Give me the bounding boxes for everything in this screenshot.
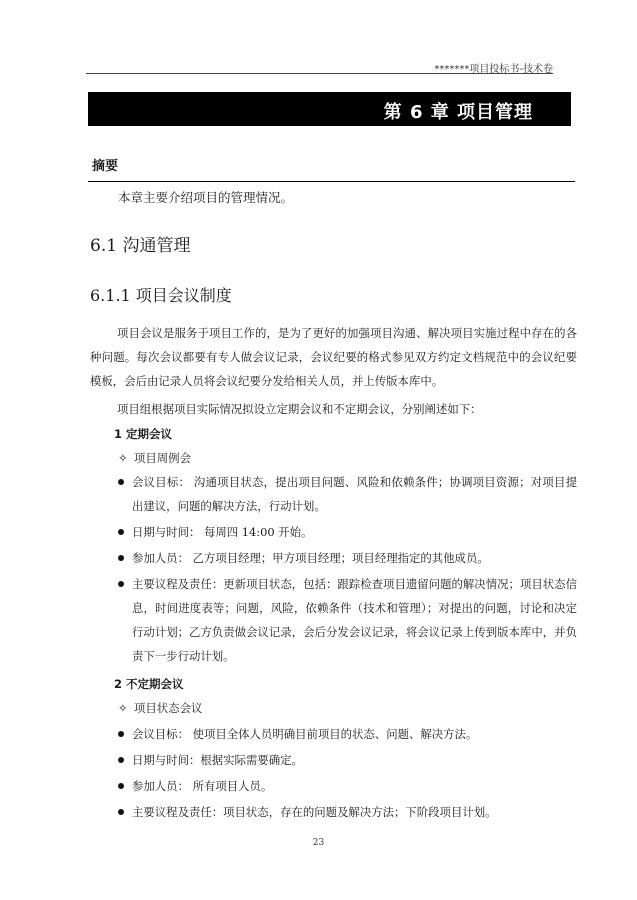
list-item-text: 会议目标： 沟通项目状态，提出项目问题、风险和依赖条件；协调项目资源；对项目提出建议，问题的解决方法，行动计划。: [132, 475, 577, 513]
section-heading: 6.1 沟通管理: [90, 236, 191, 256]
bullet-dot-icon: [118, 529, 124, 535]
page-number: 23: [312, 838, 325, 848]
chapter-title-bar: [88, 92, 571, 126]
meeting-name: [118, 450, 191, 466]
list-item-text: 主要议程及责任：更新项目状态，包括：跟踪检查项目遗留问题的解决情况；项目状态信息，时间进度表等；问题，风险，依赖条件（技术和管理）；对提出的问题，讨论和决定行动计划；乙方负责做会议记录，会后分发会议记录，将会议记录上传到版本库中，并负责下一步行动计划。: [132, 577, 577, 663]
bullet-dot-icon: [118, 757, 124, 763]
list-item: [116, 774, 577, 798]
abstract-label: 摘要: [92, 159, 119, 174]
meeting-name: [118, 700, 202, 716]
header-text: *******项目投标书-技术卷: [434, 64, 553, 75]
meeting-name-label: 项目状态会议: [134, 701, 203, 715]
abstract-divider: [88, 181, 575, 182]
list-item-text: 主要议程及责任：项目状态，存在的问题及解决方法；下阶段项目计划。: [132, 805, 497, 819]
paragraph: 项目会议是服务于项目工作的，是为了更好的加强项目沟通、解决项目实施过程中存在的各种问题。每次会议都要有专人做会议记录，会议纪要的格式参见双方约定文档规范中的会议纪要模板，会后由记录人员将会议纪要分发给相关人员，并上传版本库中。: [90, 326, 577, 388]
meeting-details-list: [116, 722, 577, 826]
chapter-title: 第 6 章 项目管理: [383, 102, 533, 123]
list-item: [116, 470, 577, 518]
abstract-text: 本章主要介绍项目的管理情况。: [118, 190, 294, 205]
meeting-details-list: [116, 470, 577, 670]
list-item: [116, 520, 577, 544]
bullet-dot-icon: [118, 783, 124, 789]
list-item: [116, 800, 577, 824]
list-item: [116, 572, 577, 668]
subsection-heading: 6.1.1 项目会议制度: [90, 286, 232, 305]
diamond-bullet-icon: ✧: [118, 451, 128, 465]
meeting-type-heading: 2 不定期会议: [114, 677, 184, 691]
bullet-dot-icon: [118, 581, 124, 587]
bullet-dot-icon: [118, 731, 124, 737]
meeting-type-heading: 1 定期会议: [114, 427, 173, 441]
header-divider: [86, 73, 553, 74]
diamond-bullet-icon: ✧: [118, 701, 128, 715]
list-item-text: 参加人员： 乙方项目经理；甲方项目经理；项目经理指定的其他成员。: [132, 551, 489, 565]
paragraph: 项目组根据项目实际情况拟设立定期会议和不定期会议，分别阐述如下：: [117, 402, 482, 416]
list-item-text: 参加人员： 所有项目人员。: [132, 779, 273, 793]
bullet-dot-icon: [118, 555, 124, 561]
bullet-dot-icon: [118, 479, 124, 485]
list-item-text: 日期与时间： 每周四 14:00 开始。: [132, 525, 313, 539]
list-item: [116, 722, 577, 746]
bullet-dot-icon: [118, 809, 124, 815]
list-item-text: 会议目标： 使项目全体人员明确目前项目的状态、问题、解决方法。: [132, 727, 478, 741]
list-item: [116, 748, 577, 772]
meeting-name-label: 项目周例会: [134, 451, 191, 465]
list-item: [116, 546, 577, 570]
list-item-text: 日期与时间：根据实际需要确定。: [132, 753, 303, 767]
